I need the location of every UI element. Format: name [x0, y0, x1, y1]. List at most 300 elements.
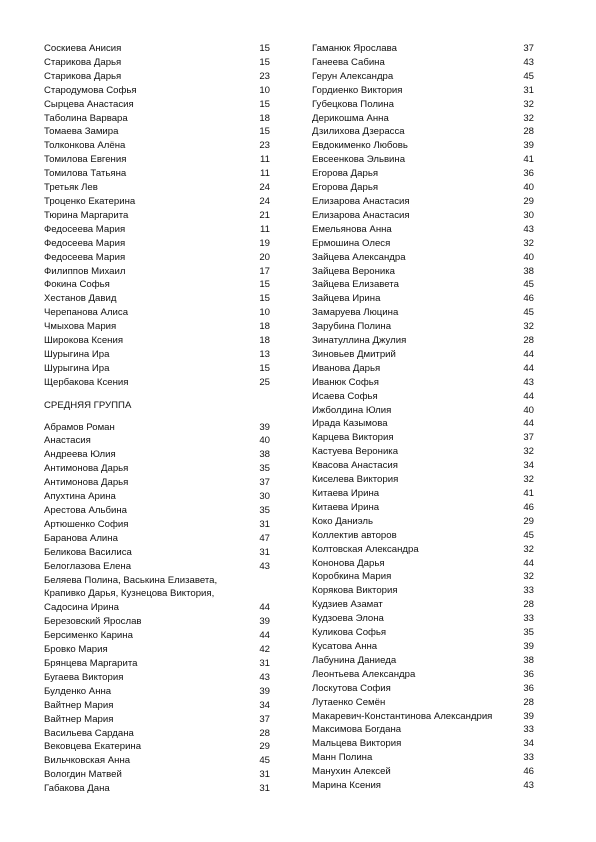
entry-name: Ганеева Сабина [312, 56, 385, 68]
entry-number: 47 [259, 532, 270, 544]
entry-number: 29 [523, 515, 534, 527]
list-item [44, 713, 270, 727]
entry-number: 36 [523, 668, 534, 680]
list-item [44, 84, 270, 98]
entry-number: 24 [259, 195, 270, 207]
right-column [312, 42, 534, 793]
entry-number: 30 [523, 209, 534, 221]
entry-name: Кусатова Анна [312, 640, 378, 652]
entry-name: Соскиева Анисия [44, 43, 122, 54]
entry-number: 32 [523, 237, 534, 249]
entry-name: Широкова Ксения [44, 335, 124, 347]
entry-name: Хестанов Давид [44, 293, 117, 305]
entry-name: Максимова Богдана [312, 724, 402, 736]
entry-name: Замаруева Люцина [312, 307, 399, 319]
entry-name: Бугаева Виктория [44, 671, 124, 683]
list-item [312, 265, 534, 279]
list-item [312, 751, 534, 765]
entry-number: 45 [259, 755, 270, 767]
entry-number: 23 [259, 140, 270, 152]
entry-name: Губецкова Полина [312, 98, 394, 110]
entry-name: Зайцева Ирина [312, 293, 381, 305]
entry-number: 43 [523, 780, 534, 792]
list-item [44, 112, 270, 126]
entry-name: Чмыхова Мария [44, 321, 117, 333]
entry-name: Арестова Альбина [44, 505, 127, 516]
entry-number: 18 [259, 112, 270, 124]
list-item [312, 348, 534, 362]
entry-name: Мальцева Виктория [312, 738, 402, 750]
entry-number: 32 [523, 98, 534, 110]
list-item [44, 740, 270, 754]
entry-name: Леонтьева Александра [312, 668, 416, 680]
entry-name: Троценко Екатерина [44, 195, 136, 207]
entry-number: 43 [259, 560, 270, 572]
entry-number: 36 [523, 682, 534, 694]
entry-number: 37 [259, 713, 270, 725]
list-item [44, 462, 270, 476]
list-item [312, 515, 534, 529]
list-item [312, 153, 534, 167]
entry-name: Апухтина Арина [44, 491, 116, 503]
entry-number: 39 [523, 710, 534, 722]
list-item [44, 532, 270, 546]
entry-name: Иванова Дарья [312, 362, 381, 374]
list-item [44, 125, 270, 139]
entry-name: Коллектив авторов [312, 529, 397, 541]
entry-name: Герун Александра [312, 70, 394, 82]
entry-name: Федосеева Мария [44, 237, 126, 249]
list-item [44, 504, 270, 518]
entry-number: 10 [259, 84, 270, 96]
entry-number: 38 [523, 265, 534, 277]
list-item [312, 292, 534, 306]
list-item [44, 490, 270, 504]
list-item [312, 181, 534, 195]
list-item [44, 560, 270, 574]
entry-name: Елизарова Анастасия [312, 209, 410, 221]
entry-number: 11 [260, 154, 270, 166]
entry-name: Дерикошма Анна [312, 112, 389, 124]
entry-number: 32 [523, 474, 534, 486]
entry-name: Вайтнер Мария [44, 699, 114, 711]
list-item [44, 153, 270, 167]
list-item [312, 376, 534, 390]
list-item [44, 181, 270, 195]
entry-number: 44 [523, 390, 534, 402]
entry-number: 34 [259, 699, 270, 711]
list-item [312, 112, 534, 126]
entry-name: Ижболдина Юлия [312, 404, 392, 416]
list-item [44, 320, 270, 334]
list-item [44, 98, 270, 112]
list-item [312, 98, 534, 112]
entry-number: 15 [259, 362, 270, 374]
entry-name: Квасова Анастасия [312, 460, 398, 472]
list-item [312, 626, 534, 640]
entry-number: 15 [259, 126, 270, 138]
list-item [44, 209, 270, 223]
entry-number: 28 [523, 335, 534, 347]
list-item [312, 223, 534, 237]
entry-number: 15 [259, 43, 270, 54]
entry-number: 40 [523, 182, 534, 194]
list-item [44, 139, 270, 153]
entry-name: Беликова Василиса [44, 546, 132, 558]
entry-name: Макаревич-Константинова Александрия [312, 710, 493, 722]
list-item [44, 685, 270, 699]
list-item [44, 546, 270, 560]
list-item [312, 765, 534, 779]
list-item [312, 557, 534, 571]
entry-number: 32 [523, 112, 534, 124]
entry-number: 32 [523, 571, 534, 583]
list-item [312, 710, 534, 724]
list-item [44, 421, 270, 435]
list-item [312, 612, 534, 626]
entry-name: Бровко Мария [44, 644, 108, 656]
entry-name: Старикова Дарья [44, 70, 122, 82]
left-top-list [44, 42, 270, 390]
entry-name: Сырцева Анастасия [44, 98, 134, 110]
entry-number: 43 [523, 223, 534, 235]
list-item [44, 476, 270, 490]
section-heading: СРЕДНЯЯ ГРУППА [44, 399, 132, 411]
entry-name: Зайцева Елизавета [312, 279, 399, 291]
list-item [312, 139, 534, 153]
entry-number: 32 [523, 543, 534, 555]
list-item [44, 671, 270, 685]
entry-name: Гордиенко Виктория [312, 84, 403, 96]
list-item [44, 251, 270, 265]
entry-name: Евсеенкова Эльвина [312, 154, 406, 166]
entry-name: Фокина Софья [44, 279, 110, 291]
entry-number: 34 [523, 738, 534, 750]
list-item [312, 459, 534, 473]
list-item [44, 574, 270, 616]
list-item [44, 782, 270, 796]
entry-name: Третьяк Лев [44, 182, 98, 194]
entry-name: Шурыгина Ира [44, 362, 110, 374]
list-item [312, 584, 534, 598]
entry-name: Дзилихова Дзерасса [312, 126, 405, 138]
entry-number: 13 [259, 348, 270, 360]
list-item [312, 682, 534, 696]
entry-name: Лабунина Даниеда [312, 654, 397, 666]
entry-number: 45 [523, 70, 534, 82]
list-item [312, 501, 534, 515]
list-item [312, 125, 534, 139]
entry-number: 43 [523, 56, 534, 68]
entry-name: Вековцева Екатерина [44, 741, 142, 753]
entry-number: 45 [523, 279, 534, 291]
list-item [312, 598, 534, 612]
entry-name: Булденко Анна [44, 685, 112, 697]
entry-number: 15 [259, 98, 270, 110]
list-item [44, 643, 270, 657]
entry-number: 46 [523, 766, 534, 778]
entry-number: 33 [523, 585, 534, 597]
entry-name: Зинатуллина Джулия [312, 335, 407, 347]
left-bottom-list [44, 421, 270, 796]
list-item [44, 615, 270, 629]
list-item [312, 167, 534, 181]
entry-name: Елизарова Анастасия [312, 195, 410, 207]
entry-number: 44 [523, 418, 534, 430]
entry-number: 40 [523, 404, 534, 416]
entry-name: Кастуева Вероника [312, 446, 399, 458]
entry-name: Томилова Татьяна [44, 168, 127, 180]
entry-name: Ермошина Олеся [312, 237, 391, 249]
entry-name: Вологдин Матвей [44, 769, 122, 781]
entry-number: 33 [523, 752, 534, 764]
entry-number: 45 [523, 529, 534, 541]
entry-name: Китаева Ирина [312, 501, 380, 513]
entry-number: 28 [523, 696, 534, 708]
entry-name: Колтовская Александра [312, 543, 419, 555]
entry-name: Карцева Виктория [312, 432, 394, 444]
list-item [312, 431, 534, 445]
entry-name: Зайцева Вероника [312, 265, 396, 277]
entry-name: Коробкина Мария [312, 571, 392, 583]
entry-number: 40 [523, 251, 534, 263]
right-list [312, 42, 534, 793]
entry-name: Вайтнер Мария [44, 713, 114, 725]
entry-name: Берсименко Карина [44, 630, 133, 642]
entry-name: Толконкова Алёна [44, 140, 126, 152]
entry-name: Коко Даниэль [312, 515, 374, 527]
entry-name: Антимонова Дарья [44, 477, 129, 489]
entry-name: Таболина Варвара [44, 112, 128, 124]
list-item [312, 362, 534, 376]
entry-name: Емельянова Анна [312, 223, 392, 235]
list-item [44, 292, 270, 306]
entry-number: 11 [260, 168, 270, 180]
list-item [312, 696, 534, 710]
list-item [312, 56, 534, 70]
entry-number: 28 [259, 727, 270, 739]
entry-number: 31 [259, 657, 270, 669]
entry-name: Куликова Софья [312, 627, 387, 639]
entry-number: 35 [523, 627, 534, 639]
entry-number: 31 [259, 518, 270, 530]
entry-name: Исаева Софья [312, 390, 378, 402]
entry-number: 44 [259, 602, 270, 614]
entry-name: Лоскутова София [312, 682, 391, 694]
list-item [44, 167, 270, 181]
entry-number: 41 [523, 154, 534, 166]
list-item [312, 654, 534, 668]
entry-name: Артюшенко София [44, 518, 129, 530]
entry-name: Тюрина Маргарита [44, 209, 129, 221]
entry-number: 39 [523, 640, 534, 652]
list-item [312, 334, 534, 348]
left-column [44, 42, 270, 796]
entry-number: 30 [259, 491, 270, 503]
list-item [312, 320, 534, 334]
entry-number: 32 [523, 321, 534, 333]
entry-number: 44 [523, 348, 534, 360]
entry-number: 32 [523, 446, 534, 458]
entry-number: 31 [259, 769, 270, 781]
entry-name: Вильчковская Анна [44, 755, 131, 767]
list-item [44, 56, 270, 70]
entry-name: Старикова Дарья [44, 56, 122, 68]
entry-number: 42 [259, 644, 270, 656]
entry-name: Ирада Казымова [312, 418, 388, 430]
entry-name: Манухин Алексей [312, 766, 391, 778]
list-item [44, 348, 270, 362]
entry-number: 10 [259, 307, 270, 319]
entry-name: Зиновьев Дмитрий [312, 348, 396, 360]
list-item [312, 306, 534, 320]
entry-name: Егорова Дарья [312, 182, 379, 194]
entry-name: Евдокименко Любовь [312, 140, 408, 152]
entry-name: Филиппов Михаил [44, 265, 126, 277]
entry-number: 24 [259, 182, 270, 194]
entry-number: 15 [259, 293, 270, 305]
entry-name: Габакова Дана [44, 783, 110, 795]
entry-name: Томилова Евгения [44, 154, 127, 166]
entry-number: 45 [523, 307, 534, 319]
entry-number: 18 [259, 321, 270, 333]
entry-number: 31 [259, 783, 270, 795]
list-item [312, 445, 534, 459]
list-item [44, 306, 270, 320]
entry-name: Федосеева Мария [44, 223, 126, 235]
entry-number: 38 [523, 654, 534, 666]
entry-number: 39 [259, 616, 270, 628]
list-item [312, 404, 534, 418]
list-item [312, 417, 534, 431]
entry-number: 40 [259, 435, 270, 447]
list-item [312, 70, 534, 84]
entry-name: Белоглазова Елена [44, 560, 132, 572]
entry-number: 31 [259, 546, 270, 558]
entry-name: Брянцева Маргарита [44, 657, 138, 669]
entry-number: 33 [523, 724, 534, 736]
entry-name: Абрамов Роман [44, 421, 115, 433]
entry-number: 18 [259, 335, 270, 347]
list-item [312, 543, 534, 557]
entry-name: Беляева Полина, Васькина Елизавета, Крапивко Дарья, Кузнецова Виктория, Садосина Ирина [44, 574, 218, 614]
list-item [312, 251, 534, 265]
entry-number: 35 [259, 463, 270, 475]
entry-name: Черепанова Алиса [44, 307, 129, 319]
entry-number: 44 [259, 630, 270, 642]
entry-name: Корякова Виктория [312, 585, 398, 597]
entry-number: 17 [259, 265, 270, 277]
entry-number: 43 [523, 376, 534, 388]
list-item [312, 390, 534, 404]
entry-name: Березовский Ярослав [44, 616, 142, 628]
entry-number: 36 [523, 168, 534, 180]
list-item [44, 376, 270, 390]
entry-number: 39 [259, 685, 270, 697]
list-item [312, 195, 534, 209]
entry-number: 28 [523, 599, 534, 611]
entry-number: 46 [523, 501, 534, 513]
list-item [312, 640, 534, 654]
entry-number: 38 [259, 449, 270, 461]
list-item [312, 779, 534, 793]
list-item [44, 195, 270, 209]
list-item [44, 70, 270, 84]
list-item [44, 727, 270, 741]
list-item [44, 754, 270, 768]
entry-name: Шурыгина Ира [44, 348, 110, 360]
entry-number: 37 [523, 43, 534, 54]
entry-number: 39 [523, 140, 534, 152]
entry-number: 29 [259, 741, 270, 753]
entry-number: 46 [523, 293, 534, 305]
entry-number: 35 [259, 505, 270, 516]
entry-name: Васильева Сардана [44, 727, 134, 739]
entry-name: Стародумова Софья [44, 84, 137, 96]
entry-name: Анастасия [44, 435, 91, 447]
list-item [312, 570, 534, 584]
list-item [44, 334, 270, 348]
list-item [44, 657, 270, 671]
entry-number: 41 [523, 488, 534, 499]
entry-name: Иванюк Софья [312, 376, 379, 388]
list-item [312, 42, 534, 56]
entry-name: Кудзиев Азамат [312, 599, 383, 611]
entry-name: Китаева Ирина [312, 488, 380, 499]
entry-name: Зарубина Полина [312, 321, 392, 333]
list-item [44, 699, 270, 713]
entry-number: 37 [259, 477, 270, 489]
list-item [312, 737, 534, 751]
entry-number: 25 [259, 376, 270, 388]
entry-name: Баранова Алина [44, 532, 118, 544]
list-item [44, 42, 270, 56]
list-item [44, 237, 270, 251]
entry-name: Щербакова Ксения [44, 376, 129, 388]
entry-name: Егорова Дарья [312, 168, 379, 180]
entry-name: Кононова Дарья [312, 557, 385, 569]
list-item [44, 768, 270, 782]
entry-number: 44 [523, 557, 534, 569]
list-item [312, 84, 534, 98]
entry-number: 33 [523, 613, 534, 625]
entry-name: Манн Полина [312, 752, 373, 764]
list-item [44, 629, 270, 643]
entry-name: Андреева Юлия [44, 449, 116, 461]
entry-number: 23 [259, 70, 270, 82]
list-item [44, 223, 270, 237]
entry-name: Киселева Виктория [312, 474, 399, 486]
entry-number: 39 [259, 421, 270, 433]
entry-number: 20 [259, 251, 270, 263]
list-item [312, 237, 534, 251]
entry-number: 11 [260, 223, 270, 235]
entry-name: Федосеева Мария [44, 251, 126, 263]
list-item [44, 278, 270, 292]
entry-number: 31 [523, 84, 534, 96]
list-item [312, 473, 534, 487]
entry-number: 19 [259, 237, 270, 249]
entry-number: 44 [523, 362, 534, 374]
list-item [44, 362, 270, 376]
entry-name: Антимонова Дарья [44, 463, 129, 475]
list-item [44, 518, 270, 532]
entry-number: 28 [523, 126, 534, 138]
entry-name: Гаманюк Ярослава [312, 43, 397, 54]
entry-name: Томаева Замира [44, 126, 119, 138]
entry-name: Зайцева Александра [312, 251, 406, 263]
entry-name: Лутаенко Семён [312, 696, 386, 708]
